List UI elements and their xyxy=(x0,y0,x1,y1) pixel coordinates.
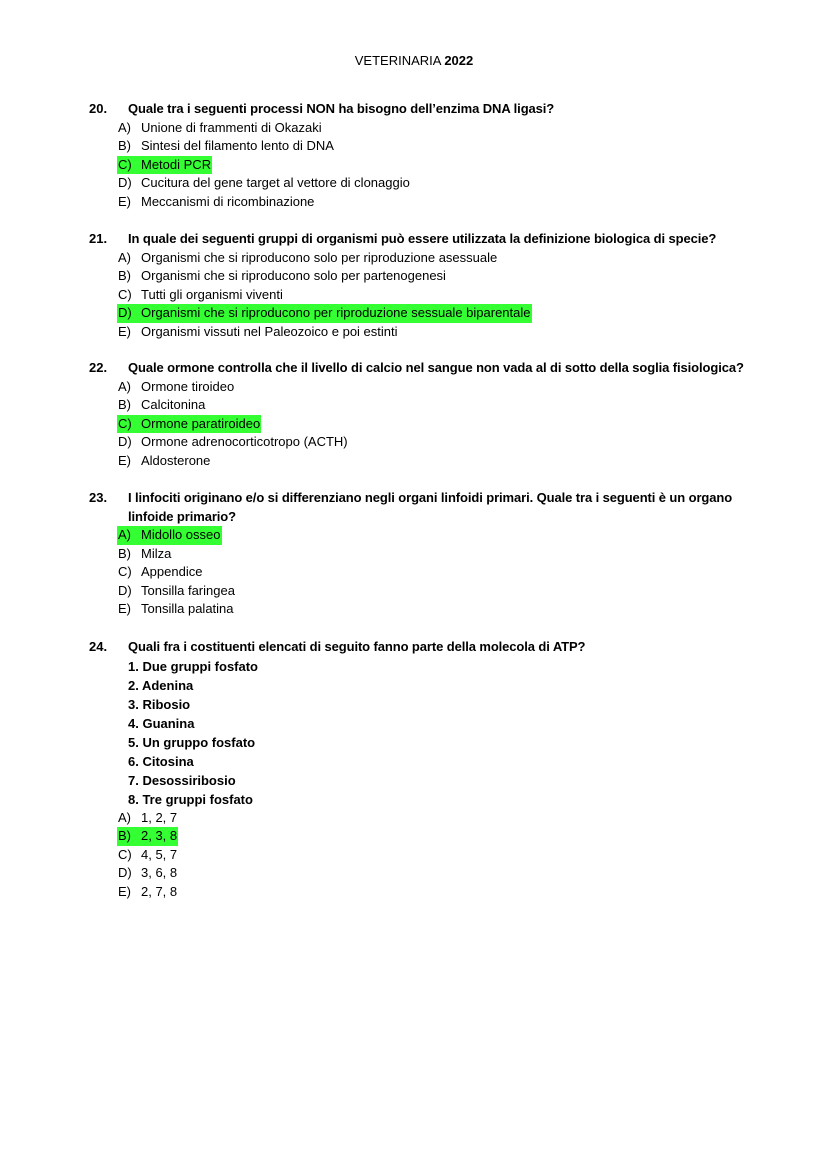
answer-options xyxy=(117,378,757,471)
correct-answer-highlight xyxy=(117,156,212,175)
option-text: 1, 2, 7 xyxy=(141,809,178,825)
answer-option xyxy=(117,119,757,138)
option-content xyxy=(117,267,447,286)
option-content xyxy=(117,809,178,828)
constituent-item: 3. Ribosio xyxy=(128,696,191,712)
option-text: Appendice xyxy=(141,564,203,580)
option-text: Ormone tiroideo xyxy=(141,378,235,394)
option-letter: D) xyxy=(118,305,132,321)
option-letter: B) xyxy=(118,397,131,413)
answer-option xyxy=(117,582,757,601)
answer-option xyxy=(117,600,757,619)
answer-option-correct xyxy=(117,526,757,545)
header-title: VETERINARIA xyxy=(354,53,441,68)
option-letter: C) xyxy=(118,156,132,172)
question-heading xyxy=(89,359,757,378)
option-letter: C) xyxy=(118,846,132,862)
question-text: Quale tra i seguenti processi NON ha bisogno dell’enzima DNA ligasi? xyxy=(128,101,555,116)
option-letter: A) xyxy=(118,809,131,825)
option-content xyxy=(117,119,323,138)
option-letter: C) xyxy=(118,564,132,580)
option-text: Sintesi del filamento lento di DNA xyxy=(141,138,334,154)
correct-answer-highlight xyxy=(117,415,261,434)
option-text: Aldosterone xyxy=(141,452,211,468)
answer-option xyxy=(117,846,757,865)
answer-option-correct xyxy=(117,415,757,434)
option-letter: C) xyxy=(118,415,132,431)
answer-option xyxy=(117,396,757,415)
question-number: 23. xyxy=(89,490,108,505)
option-text: Organismi che si riproducono solo per riproduzione asessuale xyxy=(141,249,498,265)
question-23 xyxy=(89,489,757,619)
question-21 xyxy=(89,230,757,341)
constituent-item: 6. Citosina xyxy=(128,753,194,769)
option-content xyxy=(117,600,235,619)
option-letter: A) xyxy=(118,378,131,394)
option-letter: B) xyxy=(118,268,131,284)
question-24 xyxy=(89,638,757,901)
answer-options xyxy=(117,249,757,342)
option-text: 4, 5, 7 xyxy=(141,846,178,862)
answer-option xyxy=(117,249,757,268)
answer-options xyxy=(117,119,757,212)
constituent-item: 1. Due gruppi fosfato xyxy=(128,658,258,674)
option-letter: D) xyxy=(118,175,132,191)
answer-options xyxy=(117,526,757,619)
option-letter: D) xyxy=(118,434,132,450)
option-content xyxy=(117,846,178,865)
option-content xyxy=(117,174,411,193)
constituent-item: 8. Tre gruppi fosfato xyxy=(128,791,253,807)
option-content xyxy=(117,452,211,471)
option-content xyxy=(117,378,235,397)
page-header xyxy=(0,52,828,70)
option-letter: D) xyxy=(118,582,132,598)
answer-option xyxy=(117,452,757,471)
question-number: 22. xyxy=(89,360,108,375)
question-number: 20. xyxy=(89,101,108,116)
question-number: 21. xyxy=(89,231,108,246)
question-heading xyxy=(89,100,757,119)
answer-option xyxy=(117,267,757,286)
question-heading xyxy=(89,638,757,657)
option-letter: E) xyxy=(118,883,131,899)
option-text: Organismi che si riproducono solo per partenogenesi xyxy=(141,268,446,284)
question-22 xyxy=(89,359,757,470)
question-heading xyxy=(89,489,757,526)
answer-option xyxy=(117,864,757,883)
option-letter: C) xyxy=(118,286,132,302)
option-content xyxy=(117,433,349,452)
answer-option xyxy=(117,137,757,156)
option-letter: E) xyxy=(118,601,131,617)
answer-option-correct xyxy=(117,156,757,175)
option-letter: B) xyxy=(118,138,131,154)
answer-option-correct xyxy=(117,827,757,846)
question-20 xyxy=(89,100,757,211)
question-number: 24. xyxy=(89,639,108,654)
constituent-item: 7. Desossiribosio xyxy=(128,772,236,788)
option-letter: B) xyxy=(118,828,131,844)
option-text: Tutti gli organismi viventi xyxy=(141,286,283,302)
answer-option xyxy=(117,883,757,902)
option-content xyxy=(117,883,178,902)
answer-option xyxy=(117,193,757,212)
option-content xyxy=(117,323,399,342)
option-text: Ormone paratiroideo xyxy=(141,415,261,431)
option-text: Tonsilla palatina xyxy=(141,601,234,617)
answer-option xyxy=(117,286,757,305)
correct-answer-highlight xyxy=(117,827,178,846)
option-text: 3, 6, 8 xyxy=(141,865,178,881)
option-text: Metodi PCR xyxy=(141,156,212,172)
constituent-item: 4. Guanina xyxy=(128,715,195,731)
answer-option xyxy=(117,174,757,193)
option-letter: A) xyxy=(118,249,131,265)
option-content xyxy=(117,396,206,415)
option-text: Cucitura del gene target al vettore di clonaggio xyxy=(141,175,410,191)
option-text: Milza xyxy=(141,545,172,561)
header-year: 2022 xyxy=(444,53,474,68)
answer-option xyxy=(117,323,757,342)
answer-option xyxy=(117,809,757,828)
answer-option xyxy=(117,378,757,397)
answer-option xyxy=(117,563,757,582)
option-content xyxy=(117,864,178,883)
option-letter: E) xyxy=(118,323,131,339)
question-text: I linfociti originano e/o si differenziano negli organi linfoidi primari. Quale tra i seguenti è un organo linfoide primario? xyxy=(128,490,733,524)
option-text: 2, 7, 8 xyxy=(141,883,178,899)
option-text: Meccanismi di ricombinazione xyxy=(141,193,315,209)
option-letter: A) xyxy=(118,527,131,542)
option-content xyxy=(117,582,236,601)
correct-answer-highlight xyxy=(117,304,532,323)
option-text: Midollo osseo xyxy=(141,527,221,542)
option-content xyxy=(117,137,335,156)
answer-option xyxy=(117,433,757,452)
option-content xyxy=(117,193,315,212)
option-text: Organismi che si riproducono per riproduzione sessuale biparentale xyxy=(141,305,531,321)
constituent-list xyxy=(128,657,757,809)
answer-option-correct xyxy=(117,304,757,323)
option-letter: A) xyxy=(118,119,131,135)
question-text: Quali fra i costituenti elencati di seguito fanno parte della molecola di ATP? xyxy=(128,639,586,654)
question-text: Quale ormone controlla che il livello di calcio nel sangue non vada al di sotto della soglia fisiologica? xyxy=(128,360,744,375)
correct-answer-highlight xyxy=(117,526,222,545)
answer-option xyxy=(117,545,757,564)
option-letter: E) xyxy=(118,452,131,468)
option-content xyxy=(117,249,498,268)
question-text: In quale dei seguenti gruppi di organismi può essere utilizzata la definizione biologica di specie? xyxy=(128,231,717,246)
option-text: Ormone adrenocorticotropo (ACTH) xyxy=(141,434,348,450)
option-text: Organismi vissuti nel Paleozoico e poi estinti xyxy=(141,323,398,339)
constituent-item: 5. Un gruppo fosfato xyxy=(128,734,256,750)
question-heading xyxy=(89,230,757,249)
option-text: Unione di frammenti di Okazaki xyxy=(141,119,322,135)
option-text: 2, 3, 8 xyxy=(141,828,178,844)
option-letter: B) xyxy=(118,545,131,561)
option-letter: E) xyxy=(118,193,131,209)
constituent-item: 2. Adenina xyxy=(128,677,194,693)
option-content xyxy=(117,545,172,564)
option-content xyxy=(117,563,203,582)
option-content xyxy=(117,286,284,305)
option-text: Tonsilla faringea xyxy=(141,582,235,598)
option-text: Calcitonina xyxy=(141,397,206,413)
answer-options xyxy=(117,809,757,902)
option-letter: D) xyxy=(118,865,132,881)
